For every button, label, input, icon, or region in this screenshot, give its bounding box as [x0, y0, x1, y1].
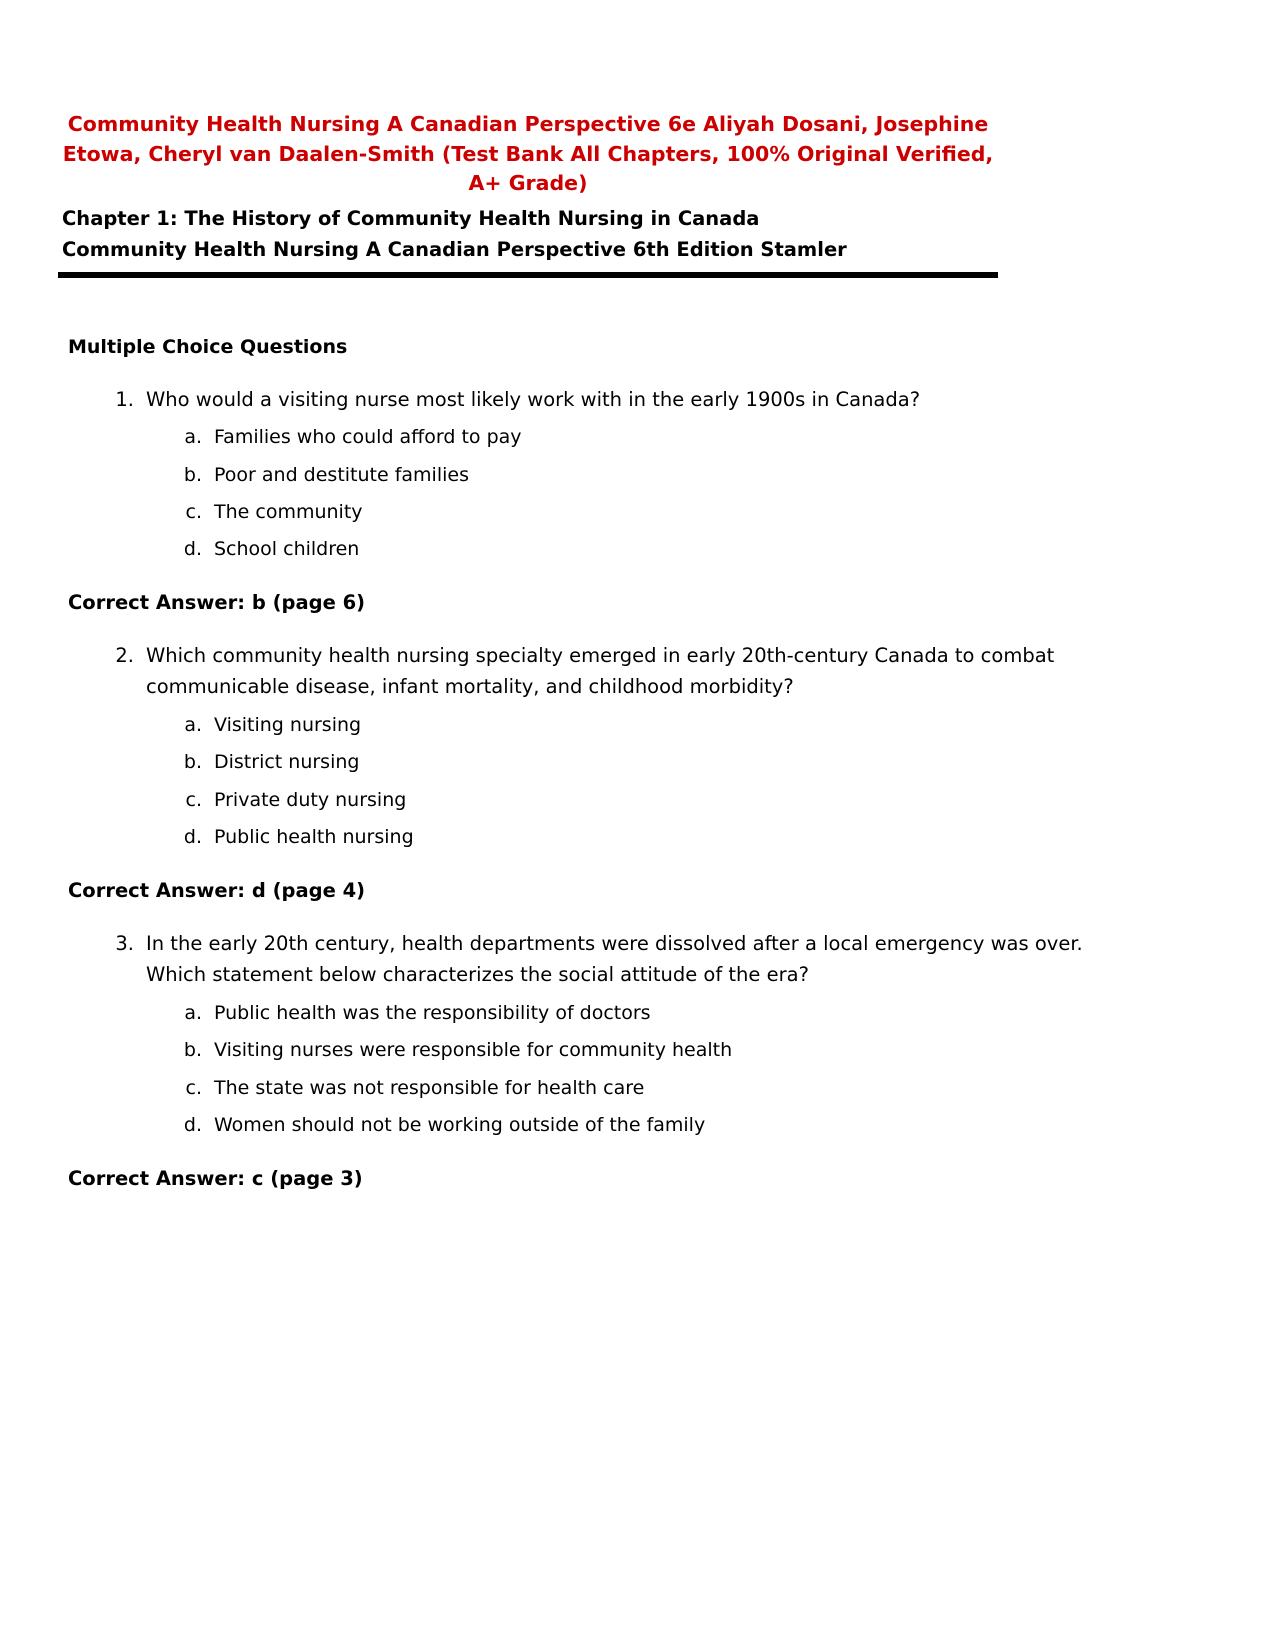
option-text: Poor and destitute families [214, 463, 469, 486]
option-text: Families who could afford to pay [214, 426, 522, 449]
option-item[interactable] [178, 535, 1158, 564]
option-list [178, 711, 1158, 853]
option-letter: d. [183, 826, 202, 849]
option-text: Visiting nurses were responsible for community health [214, 1039, 733, 1062]
option-text: The state was not responsible for health care [214, 1076, 645, 1099]
option-letter: a. [184, 1001, 202, 1024]
option-item[interactable] [178, 1074, 1158, 1103]
option-letter: d. [183, 1114, 202, 1137]
option-text: Private duty nursing [214, 788, 407, 811]
option-item[interactable] [178, 711, 1158, 740]
option-text: Public health nursing [214, 826, 414, 849]
option-item[interactable] [178, 498, 1158, 527]
option-text: The community [214, 500, 363, 523]
book-title: Community Health Nursing A Canadian Perspective 6th Edition Stamler [62, 238, 847, 262]
question-number: 2. [115, 643, 134, 667]
question-text: Who would a visiting nurse most likely work with in the early 1900s in Canada? [146, 387, 921, 411]
correct-answer: Correct Answer: c (page 3) [68, 1166, 363, 1190]
option-item[interactable] [178, 1036, 1158, 1065]
question-text: In the early 20th century, health departments were dissolved after a local emergency was over. Which statement below characterizes the social attitude of the era? [146, 931, 1083, 987]
header-divider [58, 272, 998, 278]
option-text: Public health was the responsibility of doctors [214, 1001, 651, 1024]
option-letter: b. [183, 463, 202, 486]
question-row [110, 928, 1158, 991]
option-item[interactable] [178, 748, 1158, 777]
option-letter: c. [185, 1076, 202, 1099]
option-letter: d. [183, 538, 202, 561]
correct-answer: Correct Answer: b (page 6) [68, 590, 366, 614]
option-list [178, 423, 1158, 565]
option-letter: a. [184, 714, 202, 737]
option-text: School children [214, 538, 360, 561]
question-block [58, 640, 1158, 902]
section-heading: Multiple Choice Questions [68, 335, 348, 358]
question-row [110, 384, 1158, 416]
option-list [178, 999, 1158, 1141]
option-item[interactable] [178, 786, 1158, 815]
question-block [58, 928, 1158, 1190]
question-number: 3. [115, 931, 134, 955]
option-letter: b. [183, 751, 202, 774]
option-text: District nursing [214, 751, 360, 774]
option-item[interactable] [178, 423, 1158, 452]
option-letter: b. [183, 1039, 202, 1062]
option-item[interactable] [178, 999, 1158, 1028]
question-block [58, 384, 1158, 614]
option-text: Women should not be working outside of the family [214, 1114, 706, 1137]
option-text: Visiting nursing [214, 714, 362, 737]
document-title: Community Health Nursing A Canadian Perspective 6e Aliyah Dosani, Josephine Etowa, Cheryl van Daalen-Smith (Test Bank All Chapters, 100% Original Verified, A+ Grade) [62, 112, 994, 196]
option-item[interactable] [178, 823, 1158, 852]
question-row [110, 640, 1158, 703]
chapter-title: Chapter 1: The History of Community Health Nursing in Canada [62, 207, 760, 231]
option-letter: a. [184, 426, 202, 449]
question-text: Which community health nursing specialty emerged in early 20th-century Canada to combat communicable disease, infant mortality, and childhood morbidity? [146, 643, 1055, 699]
document-content [58, 110, 1158, 1190]
option-letter: c. [185, 788, 202, 811]
question-number: 1. [115, 387, 134, 411]
correct-answer: Correct Answer: d (page 4) [68, 878, 366, 902]
option-item[interactable] [178, 461, 1158, 490]
option-item[interactable] [178, 1111, 1158, 1140]
option-letter: c. [185, 500, 202, 523]
